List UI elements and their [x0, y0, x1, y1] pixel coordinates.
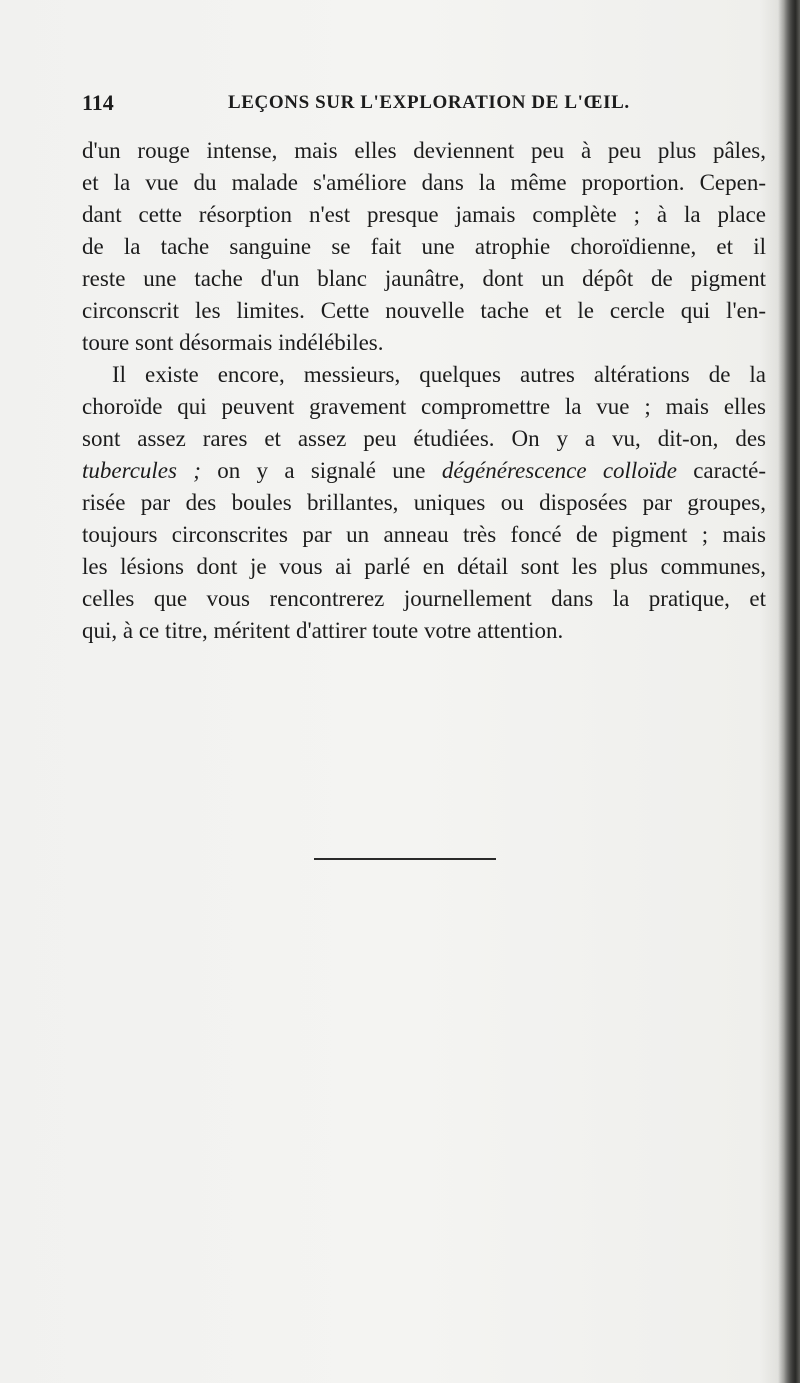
text-line: risée par des boules brillantes, uniques ou disposées par groupes, — [82, 490, 766, 515]
running-header — [82, 88, 772, 120]
text-line: dant cette résorption n'est presque jamais complète ; à la place — [82, 202, 766, 227]
section-end-rule — [314, 858, 496, 860]
text-line: toujours circonscrites par un anneau très foncé de pigment ; mais — [82, 522, 766, 547]
italic-term-tubercules: tubercules ; — [82, 458, 201, 483]
text-line: les lésions dont je vous ai parlé en détail sont les plus communes, — [82, 554, 766, 579]
book-spine-shadow — [778, 0, 800, 1383]
body-text — [82, 135, 766, 647]
text-line: circonscrit les limites. Cette nouvelle tache et le cercle qui l'en- — [82, 298, 766, 323]
text-line: celles que vous rencontrerez journellement dans la pratique, et — [82, 586, 766, 611]
text-line: choroïde qui peuvent gravement compromettre la vue ; mais elles — [82, 394, 766, 419]
running-title: LEÇONS SUR L'EXPLORATION DE L'ŒIL. — [228, 92, 630, 113]
page-number: 114 — [82, 90, 114, 115]
text-line: d'un rouge intense, mais elles deviennent peu à peu plus pâles, — [82, 138, 766, 163]
text-line: de la tache sanguine se fait une atrophie choroïdienne, et il — [82, 234, 766, 259]
text-fragment: on y a signalé une — [200, 458, 442, 483]
paragraph-start-line: Il existe encore, messieurs, quelques autres altérations de la — [112, 362, 766, 387]
text-line: sont assez rares et assez peu étudiées. On y a vu, dit-on, des — [82, 426, 766, 451]
text-line: et la vue du malade s'améliore dans la même proportion. Cepen- — [82, 170, 766, 195]
paragraph-end-line: qui, à ce titre, méritent d'attirer toute votre attention. — [82, 618, 564, 643]
text-line-with-italics — [82, 455, 766, 487]
italic-term-degenerescence: dégénérescence colloïde — [441, 458, 677, 483]
text-fragment: caracté- — [676, 458, 766, 483]
paragraph-end-line: toure sont désormais indélébiles. — [82, 330, 384, 355]
text-line: reste une tache d'un blanc jaunâtre, dont un dépôt de pigment — [82, 266, 766, 291]
